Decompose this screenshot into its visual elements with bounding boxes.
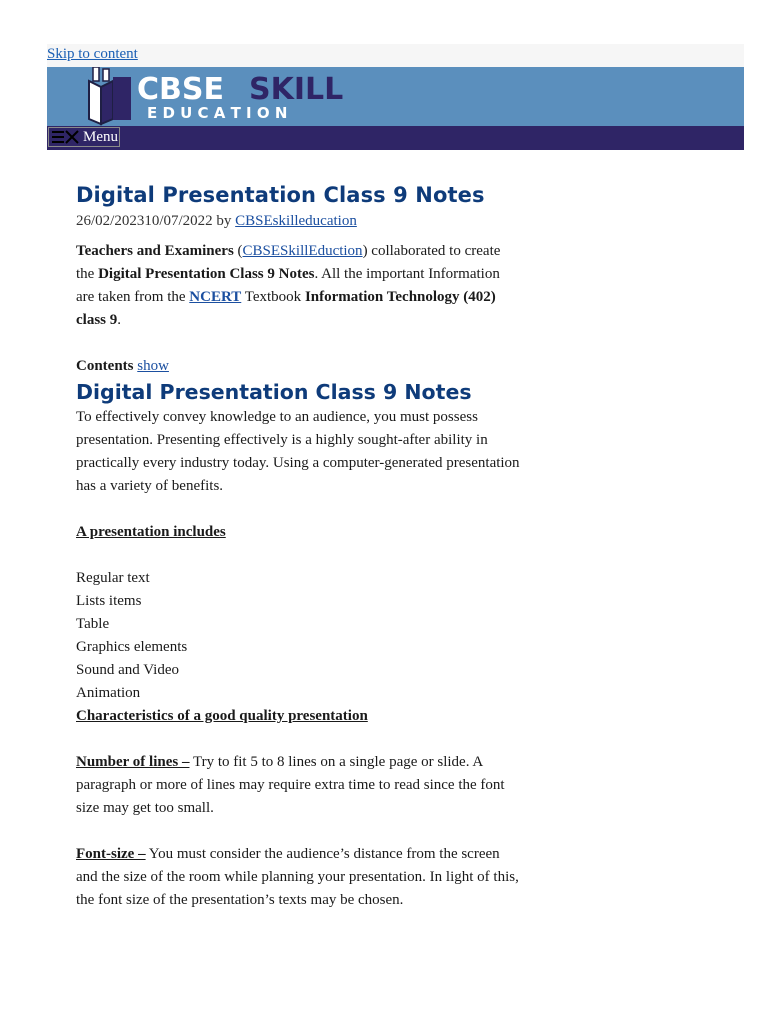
font-size-label: Font-size – <box>76 846 146 862</box>
intro-bold-9: Information Technology (402) class 9 <box>76 289 496 328</box>
intro-text-8: Textbook <box>241 289 305 305</box>
list-item: Animation <box>76 685 141 701</box>
intro-text-4: ) collaborated to create the <box>76 243 501 282</box>
font-size-paragraph <box>76 843 521 912</box>
menu-label: Menu <box>83 128 118 145</box>
intro-paragraph <box>76 240 521 332</box>
author-link[interactable]: CBSEskilleducation <box>235 213 357 229</box>
intro-text-2: ( <box>233 243 243 259</box>
book-icon <box>89 67 131 124</box>
article <box>76 180 521 912</box>
list-item: Regular text <box>76 570 150 586</box>
intro-text-6: . All the important Information are taken from the <box>76 266 500 305</box>
includes-heading-text: A presentation includes <box>76 524 226 540</box>
intro-bold-5: Digital Presentation Class 9 Notes <box>98 266 315 282</box>
site-header <box>47 67 744 126</box>
contents-label: Contents <box>76 358 134 374</box>
section-title: Digital Presentation Class 9 Notes <box>76 380 472 404</box>
characteristics-heading <box>76 705 521 728</box>
list-item: Lists items <box>76 593 142 609</box>
ncert-link[interactable]: NCERT <box>189 289 242 305</box>
intro-text-10: . <box>117 312 121 328</box>
contents-show-toggle[interactable]: show <box>137 358 169 374</box>
skip-bar <box>47 44 744 67</box>
section-paragraph: To effectively convey knowledge to an audience, you must possess presentation. Presenting effectively is a highly sought-after ability in practically every industry today. Using a computer-generated presentation has a variety of benefits. <box>76 409 520 494</box>
cbse-skill-eduction-link[interactable]: CBSESkillEduction <box>242 243 363 259</box>
characteristics-heading-text: Characteristics of a good quality presentation <box>76 708 368 724</box>
meta-by: by <box>212 213 236 229</box>
skip-to-content-link[interactable]: Skip to content <box>47 46 138 62</box>
hamburger-close-icon <box>51 130 79 144</box>
list-item: Sound and Video <box>76 662 179 678</box>
nav-bar <box>47 126 744 150</box>
table-of-contents <box>76 355 521 378</box>
article-meta <box>76 210 521 233</box>
logo-text-skill: SKILL <box>249 72 344 107</box>
font-size-text: You must consider the audience’s distance from the screen and the size of the room while planning your presentation. In light of this, the font size of the presentation’s texts may be chosen. <box>76 846 519 908</box>
site-logo[interactable] <box>87 67 357 126</box>
list-item: Graphics elements <box>76 639 188 655</box>
intro-bold-1: Teachers and Examiners <box>76 243 234 259</box>
number-of-lines-text: Try to fit 5 to 8 lines on a single page or slide. A paragraph or more of lines may require extra time to read since the font size may get too small. <box>76 754 505 816</box>
includes-heading <box>76 521 521 544</box>
number-of-lines-label: Number of lines – <box>76 754 190 770</box>
logo-text-education: E D U C A T I O N <box>147 104 288 122</box>
list-item: Table <box>76 616 110 632</box>
number-of-lines-paragraph <box>76 751 521 820</box>
menu-button[interactable] <box>48 127 120 147</box>
post-dates: 26/02/202310/07/2022 <box>76 213 213 229</box>
logo-text-cbse: CBSE <box>137 72 224 107</box>
article-title: Digital Presentation Class 9 Notes <box>76 183 485 207</box>
